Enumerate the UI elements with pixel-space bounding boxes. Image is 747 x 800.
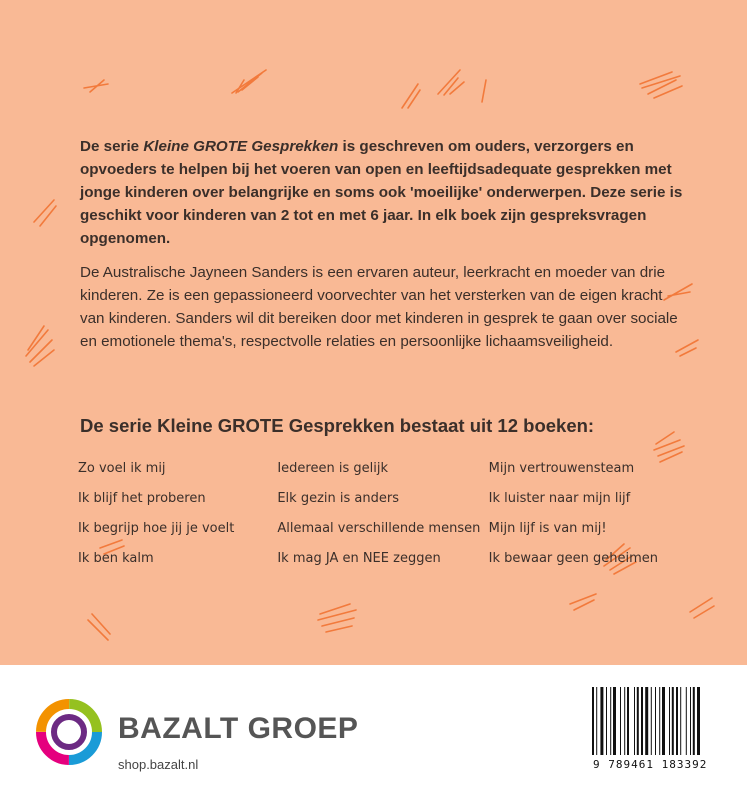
barcode-bar — [596, 687, 597, 755]
bazalt-logo-icon — [33, 696, 105, 768]
barcode-bar — [697, 687, 700, 755]
book-title: Ik mag JA en NEE zeggen — [277, 551, 441, 566]
barcode-bar — [669, 687, 670, 755]
barcode-bar — [662, 687, 665, 755]
barcode-bar — [627, 687, 629, 755]
barcode-bar — [693, 687, 695, 755]
barcode-bar — [641, 687, 643, 755]
barcode-bar — [606, 687, 607, 755]
book-title: Ik begrijp hoe jij je voelt — [78, 521, 235, 536]
barcode-bar — [672, 687, 674, 755]
barcode-bar — [637, 687, 639, 755]
barcode-bar — [620, 687, 621, 755]
book-row — [78, 521, 678, 551]
barcode-bar — [690, 687, 691, 755]
intro-series-name: Kleine GROTE Gesprekken — [143, 138, 339, 155]
barcode-bar — [613, 687, 616, 755]
barcode-bar — [610, 687, 611, 755]
book-title: Ik bewaar geen geheimen — [488, 551, 659, 566]
book-row — [78, 461, 678, 491]
book-list — [78, 461, 678, 581]
book-title: Ik blijf het proberen — [78, 491, 206, 506]
barcode-bar — [645, 687, 648, 755]
publisher-brand: BAZALT GROEP — [118, 712, 359, 745]
barcode-bar — [600, 687, 603, 755]
book-title: Mijn lijf is van mij! — [488, 521, 607, 536]
author-paragraph: De Australische Jayneen Sanders is een ervaren auteur, leerkracht en moeder van drie kinderen. Ze is een gepassioneerd voorvechter van het versterken van de eigen kracht van kinderen. Sanders wil dit bereiken door met kinderen in gesprek te gaan over sociale en emotionele thema's, respectvolle relaties en persoonlijke lichaamsveiligheid. — [80, 264, 678, 350]
barcode-bar — [686, 687, 687, 755]
isbn-number: 9 789461 183392 — [593, 758, 708, 771]
barcode-bar — [651, 687, 652, 755]
book-title: Ik ben kalm — [78, 551, 154, 566]
barcode-bar — [659, 687, 660, 755]
publisher-footer — [0, 665, 747, 800]
book-title: Ik luister naar mijn lijf — [488, 491, 631, 506]
barcode-bar — [592, 687, 594, 755]
barcode-bar — [680, 687, 681, 755]
book-title: Elk gezin is anders — [277, 491, 399, 506]
barcode-bar — [634, 687, 635, 755]
shop-url-link[interactable]: shop.bazalt.nl — [118, 757, 199, 772]
barcode-bar — [655, 687, 656, 755]
book-title: Iedereen is gelijk — [277, 461, 388, 476]
series-heading: De serie Kleine GROTE Gesprekken bestaat uit 12 boeken: — [80, 415, 595, 436]
book-title: Zo voel ik mij — [78, 461, 166, 476]
intro-paragraph — [80, 135, 690, 250]
intro-lead: De serie — [80, 138, 144, 155]
intro-rest: is geschreven om ouders, verzorgers en opvoeders te helpen bij het voeren van open en leeftijdsadequate gesprekken met jonge kinderen over belangrijke en soms ook 'moeilijke' onderwerpen. Deze serie is geschikt voor kinderen van 2 tot en met 6 jaar. In elk boek zijn gespreksvragen opgenomen. — [80, 138, 683, 247]
barcode-bar — [624, 687, 625, 755]
book-row — [78, 551, 678, 581]
book-title: Mijn vertrouwensteam — [488, 461, 635, 476]
barcode-bar — [676, 687, 678, 755]
book-row — [78, 491, 678, 521]
book-title: Allemaal verschillende mensen — [277, 521, 481, 536]
